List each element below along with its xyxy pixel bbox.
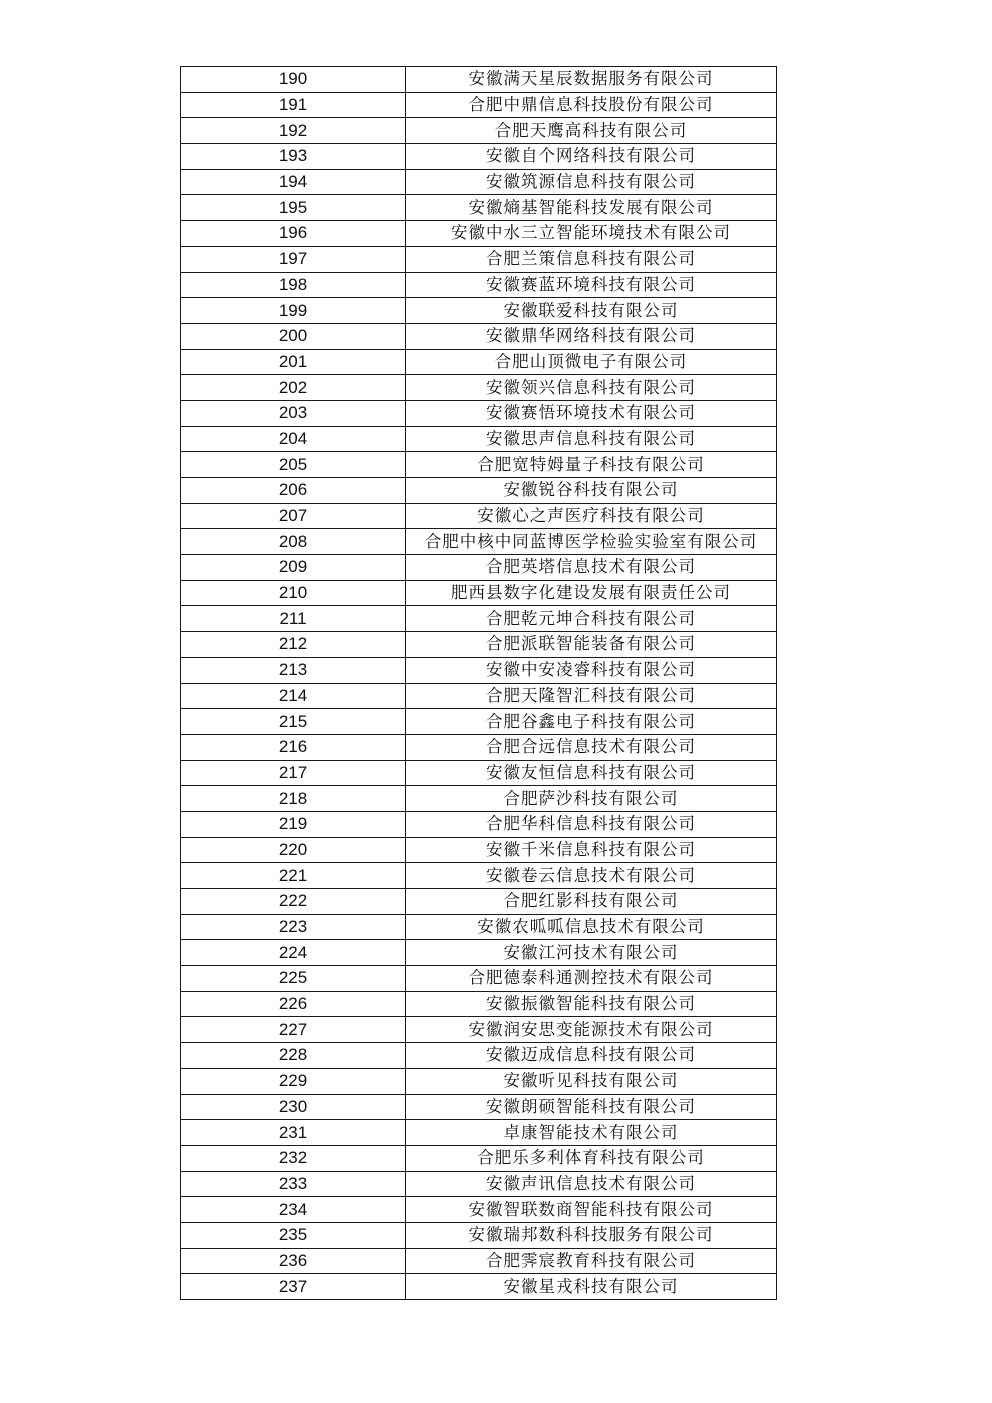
row-number-cell: 216	[181, 734, 406, 760]
company-name-cell: 合肥乾元坤合科技有限公司	[406, 606, 777, 632]
table-row	[181, 1017, 777, 1043]
row-number-cell: 202	[181, 375, 406, 401]
table-row	[181, 92, 777, 118]
row-number-cell: 222	[181, 889, 406, 915]
row-number-cell: 203	[181, 400, 406, 426]
company-name-cell: 安徽千米信息科技有限公司	[406, 837, 777, 863]
row-number-cell: 225	[181, 966, 406, 992]
company-name-cell: 合肥山顶微电子有限公司	[406, 349, 777, 375]
table-row	[181, 195, 777, 221]
row-number-cell: 212	[181, 632, 406, 658]
table-row	[181, 709, 777, 735]
table-row	[181, 1248, 777, 1274]
company-name-cell: 安徽熵基智能科技发展有限公司	[406, 195, 777, 221]
company-name-cell: 安徽瑞邦数科科技服务有限公司	[406, 1222, 777, 1248]
company-name-cell: 合肥合远信息技术有限公司	[406, 734, 777, 760]
company-name-cell: 安徽筑源信息科技有限公司	[406, 169, 777, 195]
table-row	[181, 683, 777, 709]
company-name-cell: 安徽领兴信息科技有限公司	[406, 375, 777, 401]
row-number-cell: 196	[181, 221, 406, 247]
table-row	[181, 452, 777, 478]
company-name-cell: 合肥华科信息科技有限公司	[406, 811, 777, 837]
company-name-cell: 合肥派联智能装备有限公司	[406, 632, 777, 658]
table-row	[181, 1043, 777, 1069]
table-row	[181, 914, 777, 940]
row-number-cell: 223	[181, 914, 406, 940]
row-number-cell: 209	[181, 555, 406, 581]
table-row	[181, 837, 777, 863]
table-row	[181, 1145, 777, 1171]
company-name-cell: 安徽中安凌睿科技有限公司	[406, 657, 777, 683]
company-list-body	[181, 67, 777, 1300]
row-number-cell: 201	[181, 349, 406, 375]
company-name-cell: 安徽卷云信息技术有限公司	[406, 863, 777, 889]
row-number-cell: 199	[181, 298, 406, 324]
table-row	[181, 144, 777, 170]
company-name-cell: 安徽思声信息科技有限公司	[406, 426, 777, 452]
table-row	[181, 503, 777, 529]
company-name-cell: 安徽鼎华网络科技有限公司	[406, 323, 777, 349]
table-row	[181, 966, 777, 992]
company-name-cell: 安徽赛悟环境技术有限公司	[406, 400, 777, 426]
table-row	[181, 760, 777, 786]
row-number-cell: 227	[181, 1017, 406, 1043]
row-number-cell: 190	[181, 67, 406, 93]
table-row	[181, 1222, 777, 1248]
row-number-cell: 233	[181, 1171, 406, 1197]
row-number-cell: 197	[181, 246, 406, 272]
row-number-cell: 207	[181, 503, 406, 529]
company-name-cell: 安徽锐谷科技有限公司	[406, 478, 777, 504]
row-number-cell: 221	[181, 863, 406, 889]
row-number-cell: 217	[181, 760, 406, 786]
row-number-cell: 211	[181, 606, 406, 632]
company-name-cell: 合肥红影科技有限公司	[406, 889, 777, 915]
company-name-cell: 安徽迈成信息科技有限公司	[406, 1043, 777, 1069]
company-name-cell: 合肥萨沙科技有限公司	[406, 786, 777, 812]
company-name-cell: 安徽智联数商智能科技有限公司	[406, 1197, 777, 1223]
table-row	[181, 272, 777, 298]
table-row	[181, 632, 777, 658]
table-row	[181, 991, 777, 1017]
row-number-cell: 213	[181, 657, 406, 683]
table-row	[181, 1171, 777, 1197]
table-row	[181, 734, 777, 760]
table-row	[181, 67, 777, 93]
row-number-cell: 204	[181, 426, 406, 452]
row-number-cell: 230	[181, 1094, 406, 1120]
row-number-cell: 215	[181, 709, 406, 735]
table-row	[181, 1068, 777, 1094]
company-name-cell: 安徽振徽智能科技有限公司	[406, 991, 777, 1017]
table-row	[181, 889, 777, 915]
table-row	[181, 298, 777, 324]
company-name-cell: 合肥英塔信息技术有限公司	[406, 555, 777, 581]
company-name-cell: 安徽自个网络科技有限公司	[406, 144, 777, 170]
company-name-cell: 合肥霁宸教育科技有限公司	[406, 1248, 777, 1274]
table-row	[181, 580, 777, 606]
company-name-cell: 安徽农呱呱信息技术有限公司	[406, 914, 777, 940]
table-row	[181, 657, 777, 683]
row-number-cell: 231	[181, 1120, 406, 1146]
table-row	[181, 863, 777, 889]
company-name-cell: 安徽联爱科技有限公司	[406, 298, 777, 324]
table-row	[181, 786, 777, 812]
row-number-cell: 192	[181, 118, 406, 144]
table-row	[181, 400, 777, 426]
row-number-cell: 226	[181, 991, 406, 1017]
table-row	[181, 606, 777, 632]
row-number-cell: 191	[181, 92, 406, 118]
company-name-cell: 安徽江河技术有限公司	[406, 940, 777, 966]
company-name-cell: 合肥谷鑫电子科技有限公司	[406, 709, 777, 735]
table-row	[181, 478, 777, 504]
table-row	[181, 1094, 777, 1120]
table-row	[181, 940, 777, 966]
company-list-table	[180, 66, 777, 1300]
company-name-cell: 合肥中核中同蓝博医学检验实验室有限公司	[406, 529, 777, 555]
company-name-cell: 安徽赛蓝环境科技有限公司	[406, 272, 777, 298]
company-name-cell: 安徽朗硕智能科技有限公司	[406, 1094, 777, 1120]
table-row	[181, 323, 777, 349]
company-name-cell: 安徽星戎科技有限公司	[406, 1274, 777, 1300]
row-number-cell: 235	[181, 1222, 406, 1248]
company-name-cell: 合肥天鹰高科技有限公司	[406, 118, 777, 144]
row-number-cell: 224	[181, 940, 406, 966]
row-number-cell: 219	[181, 811, 406, 837]
table-row	[181, 811, 777, 837]
table-row	[181, 1274, 777, 1300]
company-name-cell: 安徽润安思变能源技术有限公司	[406, 1017, 777, 1043]
row-number-cell: 195	[181, 195, 406, 221]
row-number-cell: 234	[181, 1197, 406, 1223]
company-name-cell: 合肥宽特姆量子科技有限公司	[406, 452, 777, 478]
row-number-cell: 232	[181, 1145, 406, 1171]
row-number-cell: 220	[181, 837, 406, 863]
company-name-cell: 安徽声讯信息技术有限公司	[406, 1171, 777, 1197]
table-row	[181, 426, 777, 452]
table-row	[181, 246, 777, 272]
table-row	[181, 375, 777, 401]
table-row	[181, 349, 777, 375]
row-number-cell: 236	[181, 1248, 406, 1274]
row-number-cell: 214	[181, 683, 406, 709]
row-number-cell: 237	[181, 1274, 406, 1300]
company-name-cell: 安徽心之声医疗科技有限公司	[406, 503, 777, 529]
table-row	[181, 1120, 777, 1146]
row-number-cell: 206	[181, 478, 406, 504]
table-row	[181, 221, 777, 247]
company-name-cell: 安徽满天星辰数据服务有限公司	[406, 67, 777, 93]
row-number-cell: 228	[181, 1043, 406, 1069]
company-name-cell: 卓康智能技术有限公司	[406, 1120, 777, 1146]
row-number-cell: 229	[181, 1068, 406, 1094]
company-name-cell: 肥西县数字化建设发展有限责任公司	[406, 580, 777, 606]
table-row	[181, 555, 777, 581]
company-name-cell: 合肥乐多利体育科技有限公司	[406, 1145, 777, 1171]
table-row	[181, 169, 777, 195]
table-row	[181, 1197, 777, 1223]
company-name-cell: 合肥中鼎信息科技股份有限公司	[406, 92, 777, 118]
row-number-cell: 205	[181, 452, 406, 478]
company-name-cell: 安徽听见科技有限公司	[406, 1068, 777, 1094]
row-number-cell: 208	[181, 529, 406, 555]
company-name-cell: 安徽中水三立智能环境技术有限公司	[406, 221, 777, 247]
company-name-cell: 安徽友恒信息科技有限公司	[406, 760, 777, 786]
table-row	[181, 118, 777, 144]
company-name-cell: 合肥德泰科通测控技术有限公司	[406, 966, 777, 992]
row-number-cell: 218	[181, 786, 406, 812]
row-number-cell: 198	[181, 272, 406, 298]
row-number-cell: 200	[181, 323, 406, 349]
company-name-cell: 合肥兰策信息科技有限公司	[406, 246, 777, 272]
company-name-cell: 合肥天隆智汇科技有限公司	[406, 683, 777, 709]
table-row	[181, 529, 777, 555]
row-number-cell: 210	[181, 580, 406, 606]
row-number-cell: 194	[181, 169, 406, 195]
row-number-cell: 193	[181, 144, 406, 170]
